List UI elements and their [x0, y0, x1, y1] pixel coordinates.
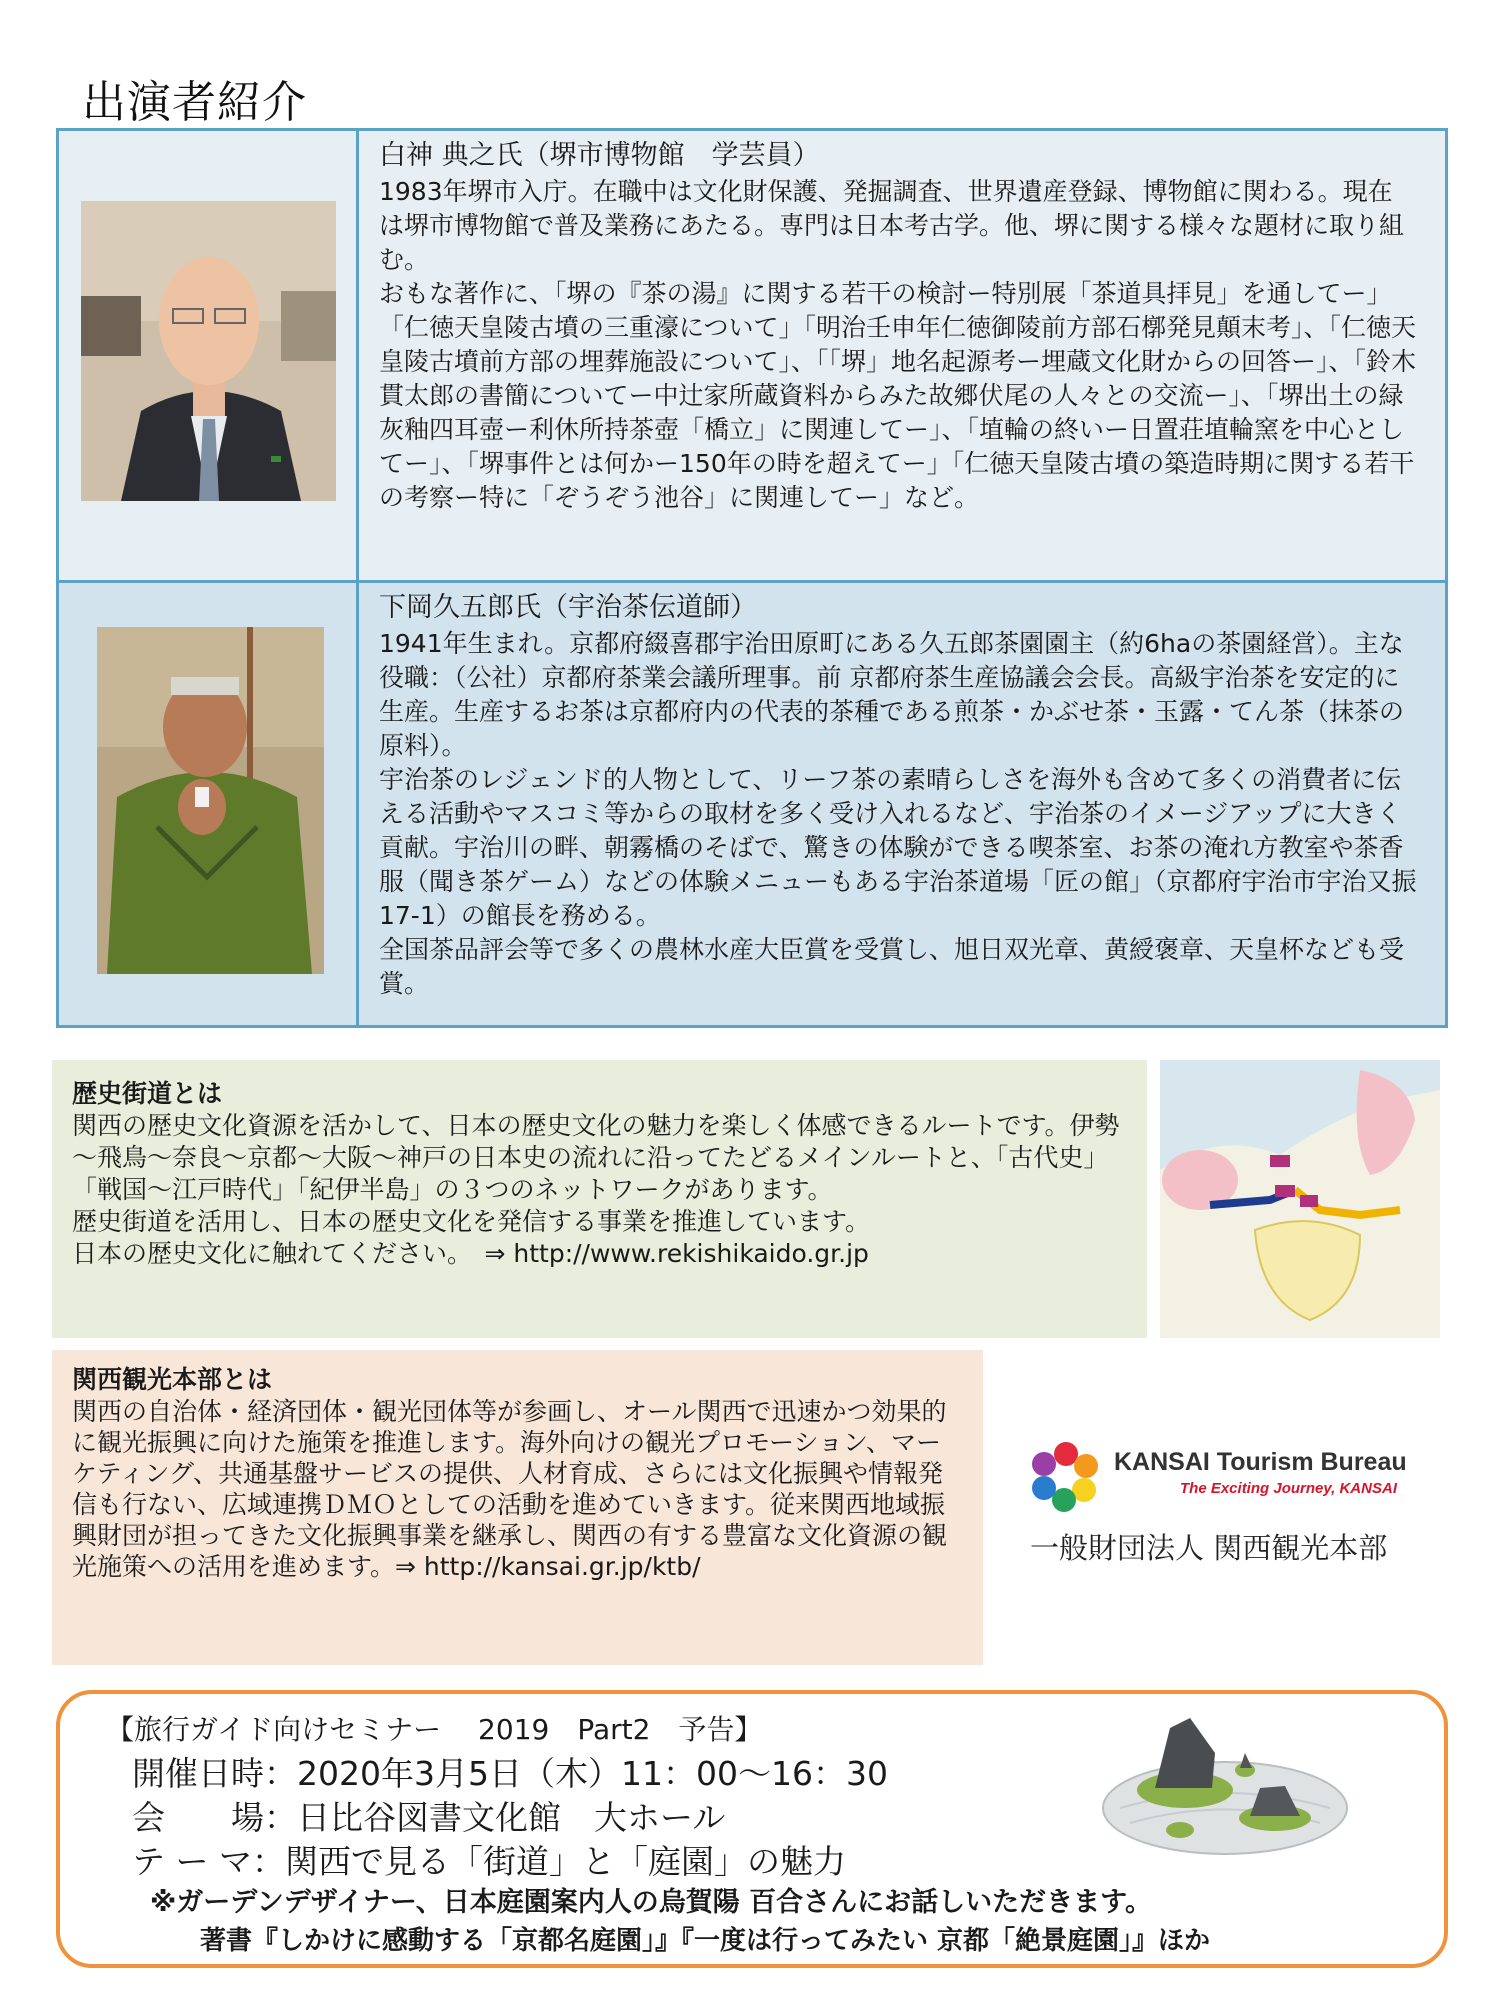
- speaker-works: おもな著作に、「堺の『茶の湯』に関する若干の検討ー特別展「茶道具拝見」を通してー」「仁徳天皇陵古墳の三重濠について」「明治壬申年仁徳御陵前方部石槨発見顛末考」、「仁徳天皇陵古墳前方部の埋葬施設について」、「「堺」地名起源考ー埋蔵文化財からの回答ー」、「鈴木貫太郎の書簡についてー中辻家所蔵資料からみた故郷伏尾の人々との交流ー」、「堺出土の緑灰釉四耳壺ー利休所持茶壺「橋立」に関連してー」、「埴輪の終いー日置荘埴輪窯を中心としてー」、「堺事件とは何かー150年の時を超えてー」「仁徳天皇陵古墳の築造時期に関する若干の考察ー特に「ぞうぞう池谷」に関連してー」など。: [379, 279, 1417, 512]
- kansai-title: 関西観光本部とは: [72, 1365, 273, 1394]
- speaker-photo: [97, 627, 324, 974]
- seminar-theme: テ ー マ：関西で見る「街道」と「庭園」の魅力: [132, 1842, 846, 1881]
- speaker-photo-cell: [59, 583, 359, 1025]
- speaker-photo: [81, 201, 336, 501]
- kansai-bureau-box: [52, 1350, 983, 1665]
- kaido-link[interactable]: 日本の歴史文化に触れてください。 ⇒ http://www.rekishikaido.gr.jp: [72, 1239, 869, 1268]
- logo-name-en: KANSAI Tourism Bureau: [1114, 1448, 1407, 1476]
- seminar-announcement: [56, 1690, 1448, 1968]
- speaker-name: 白神 典之氏（堺市博物館 学芸員）: [379, 140, 820, 171]
- speaker-bio: 1983年堺市入庁。在職中は文化財保護、発掘調査、世界遺産登録、博物館に関わる。現在は堺市博物館で普及業務にあたる。専門は日本考古学。他、堺に関する様々な題材に取り組む。: [379, 177, 1405, 274]
- rock-garden-illustration: [1100, 1708, 1350, 1858]
- rekishi-kaido-box: [52, 1060, 1147, 1338]
- kaido-mission: 歴史街道を活用し、日本の歴史文化を発信する事業を推進しています。: [72, 1207, 871, 1236]
- route-map-image: [1160, 1060, 1440, 1338]
- kaido-title: 歴史街道とは: [72, 1079, 223, 1108]
- flower-logo-icon: [1030, 1440, 1102, 1512]
- speakers-table: [56, 128, 1448, 1028]
- seminar-speaker-note: ※ガーデンデザイナー、日本庭園案内人の烏賀陽 百合さんにお話しいただきます。: [150, 1887, 1152, 1918]
- kansai-tourism-logo: [1030, 1440, 1450, 1580]
- page-title: 出演者紹介: [82, 77, 307, 128]
- speaker-awards: 全国茶品評会等で多くの農林水産大臣賞を受賞し、旭日双光章、黄綬褒章、天皇杯なども受賞。: [379, 935, 1405, 998]
- speaker-row: [59, 583, 1445, 1025]
- logo-name-jp: 一般財団法人 関西観光本部: [1030, 1531, 1388, 1565]
- speaker-bio: 1941年生まれ。京都府綴喜郡宇治田原町にある久五郎茶園園主（約6haの茶園経営）。主な役職：（公社）京都府茶業会議所理事。前 京都府茶生産協議会会長。高級宇治茶を安定的に生産。生産するお茶は京都府内の代表的茶種である煎茶・かぶせ茶・玉露・てん茶（抹茶の原料）。: [379, 629, 1405, 760]
- logo-tagline: The Exciting Journey, KANSAI: [1180, 1480, 1397, 1497]
- seminar-books: 著書『しかけに感動する「京都名庭園」』『一度は行ってみたい 京都「絶景庭園」』ほか: [200, 1926, 1211, 1956]
- seminar-title: 【旅行ガイド向けセミナー 2019 Part2 予告】: [106, 1713, 763, 1746]
- speaker-activities: 宇治茶のレジェンド的人物として、リーフ茶の素晴らしさを海外も含めて多くの消費者に伝える活動やマスコミ等からの取材を多く受け入れるなど、宇治茶のイメージアップに大きく貢献。宇治川の畔、朝霧橋のそばで、驚きの体験ができる喫茶室、お茶の淹れ方教室や茶香服（聞き茶ゲーム）などの体験メニューもある宇治茶道場「匠の館」（京都府宇治市宇治又振17-1）の館長を務める。: [379, 765, 1417, 930]
- kaido-description: 関西の歴史文化資源を活かして、日本の歴史文化の魅力を楽しく体感できるルートです。伊勢～飛鳥～奈良～京都～大阪～神戸の日本史の流れに沿ってたどるメインルートと、「古代史」「戦国～江戸時代」「紀伊半島」の３つのネットワークがあります。: [72, 1111, 1120, 1204]
- speaker-text: [379, 589, 1417, 1001]
- speaker-text: [379, 137, 1417, 515]
- seminar-venue: 会 場：日比谷図書文化館 大ホール: [132, 1798, 726, 1837]
- kansai-description: 関西の自治体・経済団体・観光団体等が参画し、オール関西で迅速かつ効果的に観光振興に向けた施策を推進します。海外向けの観光プロモーション、マーケティング、共通基盤サービスの提供、人材育成、さらには文化振興や情報発信も行ない、広域連携ＤＭＯとしての活動を進めていきます。従来関西地域振興財団が担ってきた文化振興事業を継承し、関西の有する豊富な文化資源の観光施策への活用を進めます。⇒ http://kansai.gr.jp/ktb/: [72, 1397, 948, 1581]
- speaker-row: [59, 131, 1445, 583]
- speaker-photo-cell: [59, 131, 359, 580]
- seminar-date: 開催日時：2020年3月5日（木）11：00～16：30: [132, 1754, 888, 1793]
- speaker-name: 下岡久五郎氏（宇治茶伝道師）: [379, 592, 757, 623]
